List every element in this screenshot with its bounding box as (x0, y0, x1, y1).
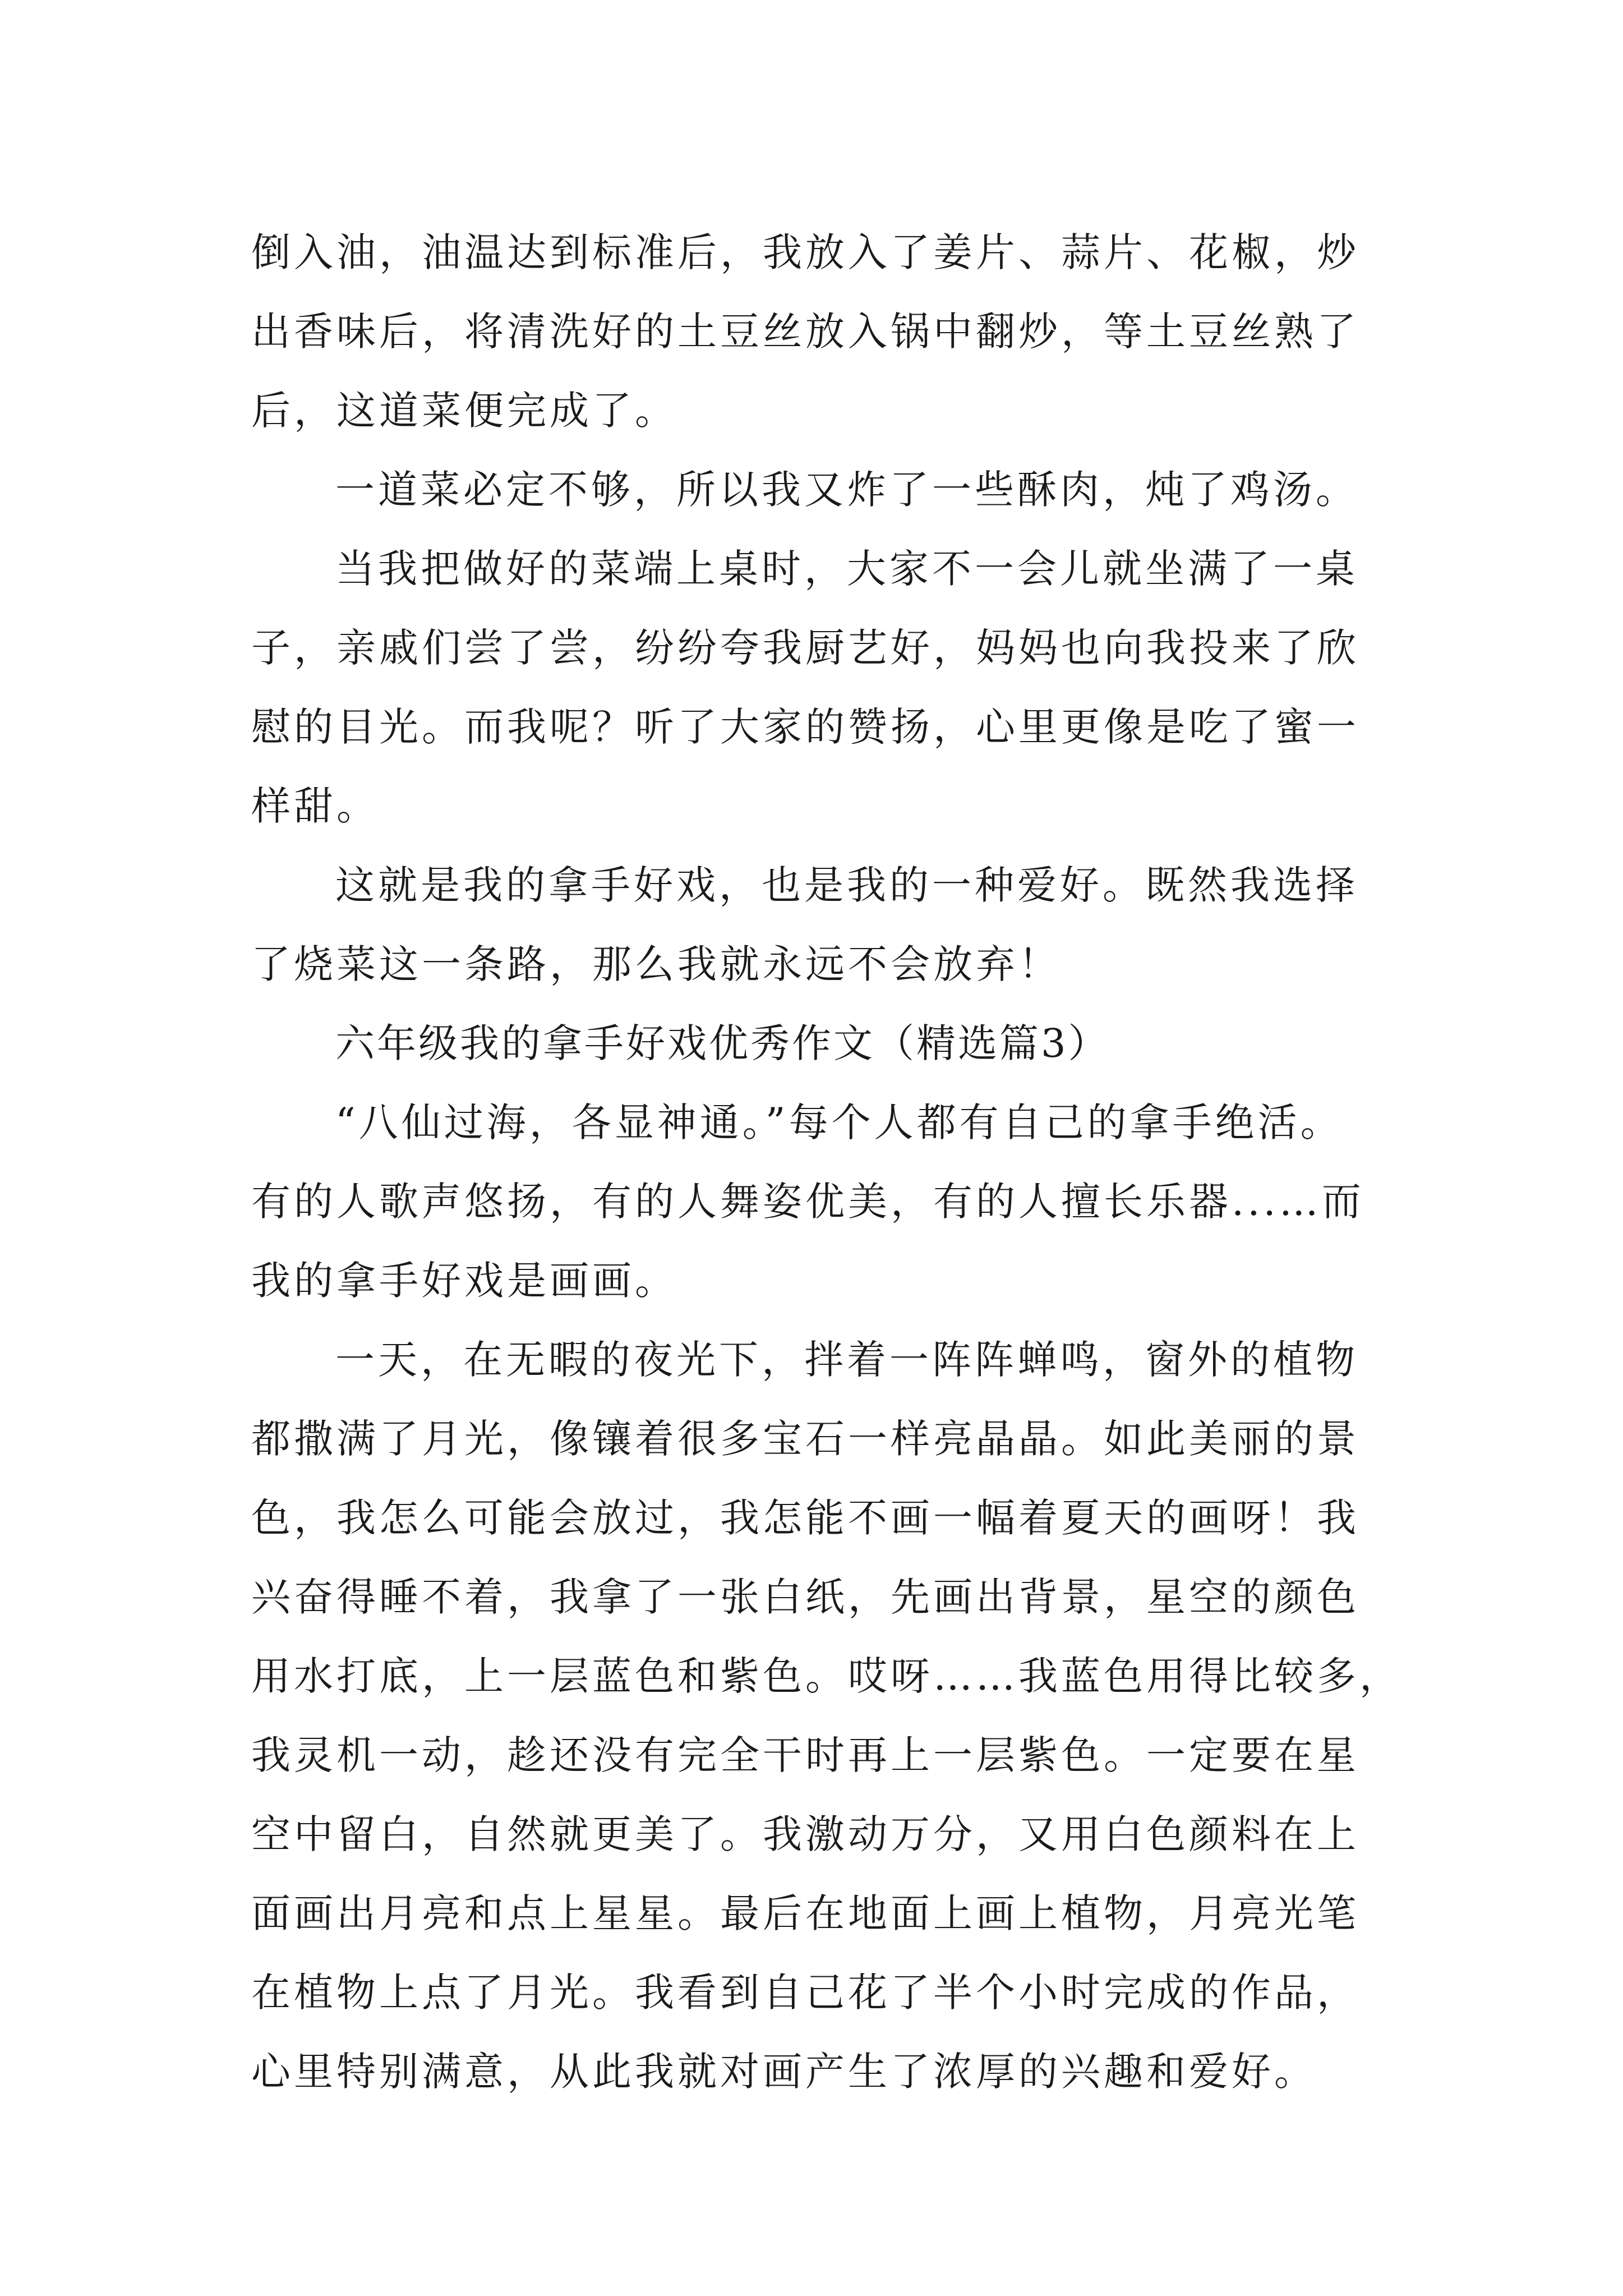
paragraph-line: 了烧菜这一条路，那么我就永远不会放弃！ (251, 941, 1061, 987)
paragraph-line: 色，我怎么可能会放过，我怎能不画一幅着夏天的画呀！我 (251, 1495, 1359, 1541)
paragraph-line: 用水打底，上一层蓝色和紫色。哎呀……我蓝色用得比较多， (251, 1653, 1402, 1699)
paragraph-line: 子，亲戚们尝了尝，纷纷夸我厨艺好，妈妈也向我投来了欣 (251, 625, 1359, 671)
paragraph-line: 有的人歌声悠扬，有的人舞姿优美，有的人擅长乐器...…而 (251, 1179, 1364, 1225)
paragraph-line: 慰的目光。而我呢？听了大家的赞扬，心里更像是吃了蜜一 (251, 704, 1359, 750)
paragraph-line: 后，这道菜便完成了。 (251, 388, 677, 434)
paragraph-line: 一道菜必定不够，所以我又炸了一些酥肉，炖了鸡汤。 (335, 467, 1358, 513)
paragraph-line: 我的拿手好戏是画画。 (251, 1258, 677, 1304)
paragraph-line: 我灵机一动，趁还没有完全干时再上一层紫色。一定要在星 (251, 1732, 1359, 1778)
paragraph-line: 一天，在无暇的夜光下，拌着一阵阵蝉鸣，窗外的植物 (335, 1337, 1358, 1383)
section-heading: 六年级我的拿手好戏优秀作文（精选篇3） (335, 1020, 1110, 1066)
paragraph-line: 都撒满了月光，像镶着很多宝石一样亮晶晶。如此美丽的景 (251, 1416, 1359, 1462)
paragraph-line: 样甜。 (251, 783, 379, 829)
paragraph-line: 出香味后，将清洗好的土豆丝放入锅中翻炒，等土豆丝熟了 (251, 309, 1359, 355)
paragraph-line: “八仙过海，各显神通。”每个人都有自己的拿手绝活。 (335, 1099, 1343, 1145)
paragraph-line: 在植物上点了月光。我看到自己花了半个小时完成的作品， (251, 1970, 1359, 2016)
paragraph-line: 面画出月亮和点上星星。最后在地面上画上植物，月亮光笔 (251, 1890, 1359, 1936)
paragraph-line: 当我把做好的菜端上桌时，大家不一会儿就坐满了一桌 (335, 546, 1358, 592)
paragraph-line: 这就是我的拿手好戏，也是我的一种爱好。既然我选择 (335, 862, 1358, 908)
paragraph-line: 心里特别满意，从此我就对画产生了浓厚的兴趣和爱好。 (251, 2049, 1317, 2095)
paragraph-line: 空中留白，自然就更美了。我激动万分，又用白色颜料在上 (251, 1811, 1359, 1857)
paragraph-line: 倒入油，油温达到标准后，我放入了姜片、蒜片、花椒，炒 (251, 229, 1359, 275)
paragraph-line: 兴奋得睡不着，我拿了一张白纸，先画出背景，星空的颜色 (251, 1574, 1359, 1620)
essay-body (251, 213, 1402, 2111)
